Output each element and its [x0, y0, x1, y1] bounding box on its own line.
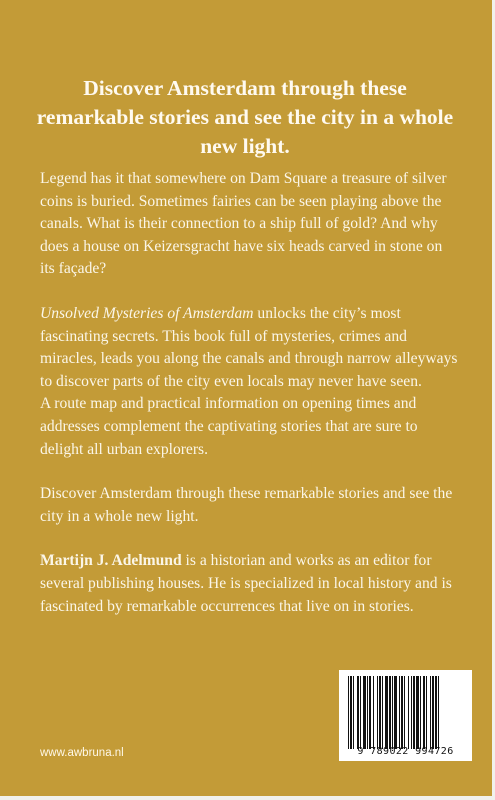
barcode-bar-22 [416, 676, 419, 749]
author-bio-text: is a historian and works as an editor for several publishing houses. He is specialized in local history and is fascinated by remarkable occurrences that live on in stories. [40, 552, 452, 615]
barcode-bar-10 [379, 676, 381, 749]
barcode-bar-17 [401, 676, 403, 749]
blurb-paragraph-legend: Legend has it that somewhere on Dam Square a treasure of silver coins is buried. Sometimes fairies can be seen playing above the canals. What is their connection to a ship full of gold? And why does a house on Keizersgracht have six heads carved in stone on its façade? [40, 170, 447, 278]
barcode-bar-4 [360, 676, 361, 749]
barcode-bar-8 [373, 676, 374, 749]
author-name: Martijn J. Adelmund [40, 552, 182, 570]
barcode-bar-6 [367, 676, 368, 749]
paragraph-spacer [40, 528, 460, 550]
barcode-bar-12 [385, 676, 388, 749]
blurb [40, 168, 460, 618]
barcode-number: 9 789022 994726 [357, 746, 454, 757]
blurb-paragraph-discover: Discover Amsterdam through these remarkable stories and see the city in a whole new light. [40, 485, 453, 525]
barcode-bar-1 [350, 676, 352, 749]
barcode-bar-26 [430, 676, 431, 749]
publisher-url: www.awbruna.nl [40, 747, 124, 759]
author-bio [40, 550, 460, 618]
barcode-bar-25 [426, 676, 427, 749]
barcode-bar-19 [408, 676, 409, 749]
blurb-paragraph-book-text: unlocks the city’s most fascinating secrets. This book full of mysteries, crimes and miracles, leads you along the canals and through narrow alleyways to discover parts of the city even locals may never have seen. [40, 304, 458, 390]
cover-headline: Discover Amsterdam through these remarkable stories and see the city in a whole new light. [36, 76, 454, 158]
barcode-bar-0 [348, 676, 349, 749]
barcode-bar-15 [394, 676, 397, 749]
barcode-bars [346, 676, 468, 749]
barcode-bar-23 [420, 676, 421, 749]
paragraph-spacer [40, 281, 460, 303]
book-title: Unsolved Mysteries of Amsterdam [40, 304, 254, 322]
barcode-bar-21 [413, 676, 415, 749]
barcode-bar-18 [404, 676, 405, 749]
blurb-paragraph-book [40, 303, 460, 393]
barcode-bar-27 [432, 676, 434, 749]
barcode-bar-28 [435, 676, 437, 749]
barcode-bar-3 [357, 676, 359, 749]
isbn-barcode [339, 670, 472, 761]
barcode-bar-11 [382, 676, 383, 749]
barcode-bar-14 [392, 676, 393, 749]
barcode-bar-7 [369, 676, 371, 749]
paragraph-spacer [40, 461, 460, 483]
barcode-bar-2 [353, 676, 354, 749]
barcode-bar-29 [438, 676, 439, 749]
barcode-bar-24 [423, 676, 425, 749]
barcode-bar-16 [399, 676, 400, 749]
blurb-paragraph-route-map: A route map and practical information on opening times and addresses complement the captivating stories that are sure to delight all urban explorers. [40, 395, 418, 458]
barcode-bar-5 [363, 676, 366, 749]
barcode-bar-9 [377, 676, 378, 749]
barcode-bar-20 [411, 676, 412, 749]
barcode-bar-13 [389, 676, 391, 749]
